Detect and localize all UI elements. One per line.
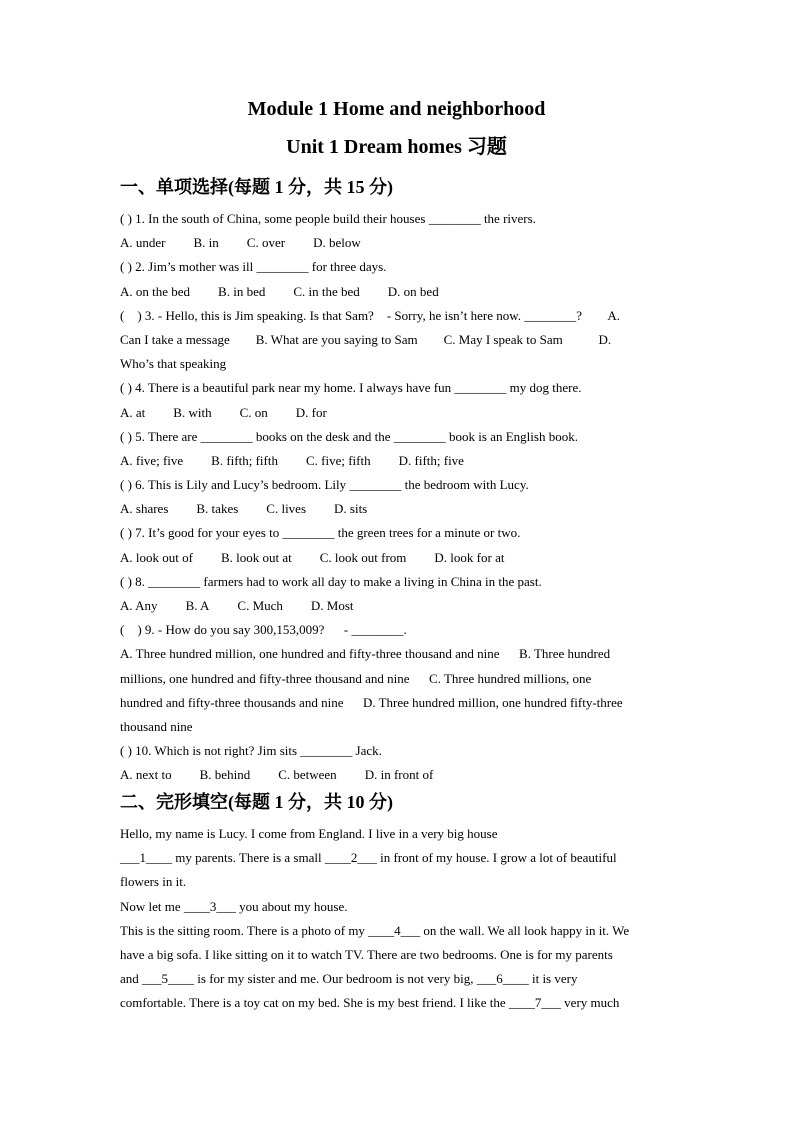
option-b: B. fifth; fifth — [211, 452, 278, 468]
option-d: D. fifth; five — [398, 452, 464, 468]
passage-line: flowers in it. — [120, 874, 187, 890]
passage-line: Hello, my name is Lucy. I come from England. I live in a very big house — [120, 826, 498, 841]
question-text: ( ) 9. - How do you say 300,153,009? - ________. — [120, 622, 407, 638]
question-options-line: thousand nine — [120, 718, 193, 734]
question-options-line: hundred and fifty-three thousands and nine D. Three hundred million, one hundred fifty-three — [120, 694, 623, 710]
option-c: C. Much — [237, 598, 283, 613]
question-options — [120, 546, 675, 570]
option-d: D. Most — [310, 598, 354, 613]
option-a: A. five; five — [120, 452, 184, 468]
option-b: B. look out at — [220, 549, 292, 565]
document-subtitle: Unit 1 Dream homes 习题 — [286, 136, 507, 158]
question-text: ( ) 1. In the south of China, some people build their houses ________ the rivers. — [120, 211, 536, 226]
option-b: B. in bed — [218, 283, 266, 299]
passage-line: comfortable. There is a toy cat on my bed. She is my best friend. I like the ____7___ very much — [120, 995, 620, 1011]
option-a: A. shares — [120, 501, 169, 517]
question-options-line: Can I take a message B. What are you saying to Sam C. May I speak to Sam D. — [120, 331, 612, 347]
document-title: Module 1 Home and neighborhood — [247, 98, 546, 120]
multiple-choice-questions — [120, 207, 675, 788]
option-c: C. between — [278, 767, 337, 783]
passage-line: and ___5____ is for my sister and me. Our bedroom is not very big, ___6____ it is very — [120, 971, 578, 987]
option-a: A. at — [120, 404, 146, 420]
question-options — [120, 594, 675, 618]
option-d: D. below — [313, 235, 361, 251]
question-text: ( ) 8. ________ farmers had to work all day to make a living in China in the past. — [120, 573, 542, 589]
option-d: D. look for at — [434, 549, 505, 565]
option-b: B. with — [173, 404, 212, 420]
passage-line: ___1____ my parents. There is a small ____2___ in front of my house. I grow a lot of beautiful — [120, 850, 617, 866]
question-options — [120, 449, 675, 473]
question-options — [120, 497, 675, 521]
option-c: C. look out from — [319, 549, 407, 565]
question-options — [120, 280, 675, 304]
option-a: A. Any — [120, 598, 158, 613]
option-d: D. sits — [334, 501, 368, 517]
question-text: ( ) 7. It’s good for your eyes to ________ the green trees for a minute or two. — [120, 525, 521, 541]
option-a: A. on the bed — [120, 283, 191, 299]
option-b: B. in — [193, 235, 219, 251]
option-c: C. on — [239, 404, 268, 420]
option-a: A. under — [120, 235, 166, 251]
option-c: C. lives — [266, 501, 307, 517]
option-b: B. A — [185, 598, 210, 613]
option-d: D. in front of — [364, 767, 434, 783]
option-b: B. behind — [199, 767, 251, 783]
question-text: ( ) 10. Which is not right? Jim sits ________ Jack. — [120, 743, 382, 759]
question-options-line: Who’s that speaking — [120, 356, 227, 372]
question-options-line: millions, one hundred and fifty-three thousand and nine C. Three hundred millions, one — [120, 670, 592, 686]
question-options-line: A. Three hundred million, one hundred and fifty-three thousand and nine B. Three hundred — [120, 646, 611, 662]
option-c: C. in the bed — [293, 283, 360, 299]
question-options — [120, 231, 675, 255]
question-text: ( ) 6. This is Lily and Lucy’s bedroom. Lily ________ the bedroom with Lucy. — [120, 477, 529, 493]
question-text: ( ) 4. There is a beautiful park near my home. I always have fun ________ my dog there. — [120, 380, 582, 396]
question-text: ( ) 5. There are ________ books on the desk and the ________ book is an English book. — [120, 428, 578, 444]
passage-line: Now let me ____3___ you about my house. — [120, 898, 348, 914]
question-options — [120, 401, 675, 425]
option-a: A. look out of — [120, 549, 193, 565]
question-options — [120, 763, 675, 787]
section-heading-multiple-choice: 一、单项选择(每题 1 分，共 15 分) — [120, 177, 393, 197]
question-text: ( ) 2. Jim’s mother was ill ________ for three days. — [120, 259, 387, 275]
cloze-passage — [120, 822, 675, 1016]
passage-line: This is the sitting room. There is a photo of my ____4___ on the wall. We all look happy in it. We — [120, 922, 630, 938]
option-c: C. over — [246, 235, 286, 251]
option-b: B. takes — [196, 501, 239, 517]
option-d: D. on bed — [387, 283, 439, 299]
passage-line: have a big sofa. I like sitting on it to watch TV. There are two bedrooms. One is for my parents — [120, 946, 613, 962]
question-text: ( ) 3. - Hello, this is Jim speaking. Is that Sam? - Sorry, he isn’t here now. ________? A. — [120, 307, 620, 323]
option-a: A. next to — [120, 767, 172, 783]
section-heading-cloze: 二、完形填空(每题 1 分，共 10 分) — [120, 792, 393, 812]
option-c: C. five; fifth — [305, 452, 371, 468]
option-d: D. for — [295, 404, 327, 420]
